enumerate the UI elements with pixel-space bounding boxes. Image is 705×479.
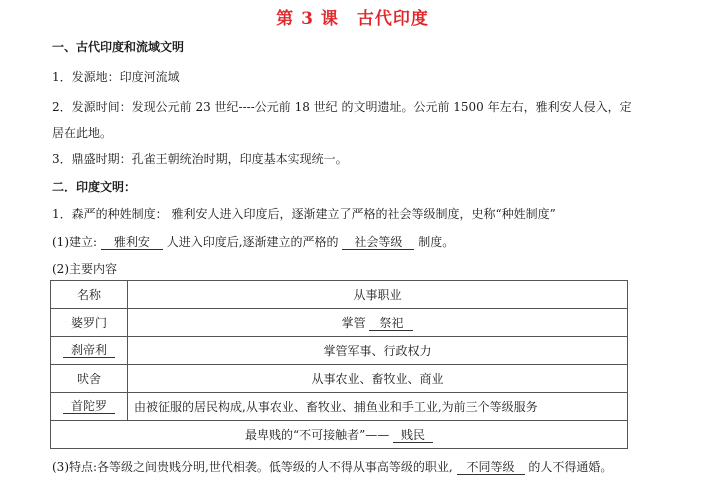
job-blank-sacrifice: 祭祀 [369, 316, 413, 331]
caste-intro-line: 1．森严的种姓制度： 雅利安人进入印度后，逐渐建立了严格的社会等级制度，史称“种姓制度” [52, 207, 556, 221]
origin-time-line-cont: 居在此地。 [52, 126, 113, 140]
caste-name-vaishya: 吠舍 [51, 365, 128, 393]
establish-suffix: 制度。 [418, 235, 455, 249]
caste-job-kshatriya: 掌管军事、行政权力 [128, 337, 628, 365]
features-suffix: 的人不得通婚。 [528, 460, 613, 474]
establish-prefix: (1)建立: [52, 235, 98, 249]
table-row [51, 337, 628, 365]
caste-name-blank: 刹帝利 [63, 343, 115, 358]
section1-heading: 一、古代印度和流域文明 [52, 40, 185, 54]
origin-line: 1．发源地：印度河流域 [52, 70, 180, 84]
page-title: 第 3 课 古代印度 [276, 9, 429, 29]
table-row [51, 421, 628, 449]
job-prefix: 掌管 [341, 316, 366, 330]
header-job: 从事职业 [128, 281, 628, 309]
peak-period-line: 3．鼎盛时期：孔雀王朝统治时期，印度基本实现统一。 [52, 152, 348, 166]
table-row [51, 365, 628, 393]
caste-features-line [52, 458, 612, 475]
caste-name-brahmin: 婆罗门 [51, 309, 128, 337]
untouchables-blank: 贱民 [393, 428, 433, 443]
establish-blank-aryan: 雅利安 [101, 235, 163, 250]
header-name: 名称 [51, 281, 128, 309]
untouchables-prefix: 最卑贱的“不可接触者”—— [244, 428, 390, 442]
table-row [51, 309, 628, 337]
features-blank: 不同等级 [457, 460, 525, 475]
caste-name-blank: 首陀罗 [63, 399, 115, 414]
origin-time-line: 2．发源时间：发现公元前 23 世纪----公元前 18 世纪 的文明遗址。公元前 1500 年左右，雅利安人侵入，定 [52, 100, 632, 114]
section2-heading: 二．印度文明： [52, 180, 137, 194]
establish-middle: 人进入印度后,逐渐建立的严格的 [166, 235, 339, 249]
establish-blank-social: 社会等级 [342, 235, 414, 250]
caste-establish-line [52, 233, 454, 250]
features-prefix: (3)特点:各等级之间贵贱分明,世代相袭。低等级的人不得从事高等级的职业, [52, 460, 453, 474]
caste-name-kshatriya [51, 337, 128, 365]
caste-table [50, 280, 628, 449]
caste-job-brahmin [128, 309, 628, 337]
table-header-row [51, 281, 628, 309]
caste-job-shudra: 由被征服的居民构成,从事农业、畜牧业、捕鱼业和手工业,为前三个等级服务 [128, 393, 628, 421]
caste-name-shudra [51, 393, 128, 421]
caste-job-vaishya: 从事农业、畜牧业、商业 [128, 365, 628, 393]
untouchables-row [51, 421, 628, 449]
table-row [51, 393, 628, 421]
main-content-label: (2)主要内容 [52, 262, 117, 276]
